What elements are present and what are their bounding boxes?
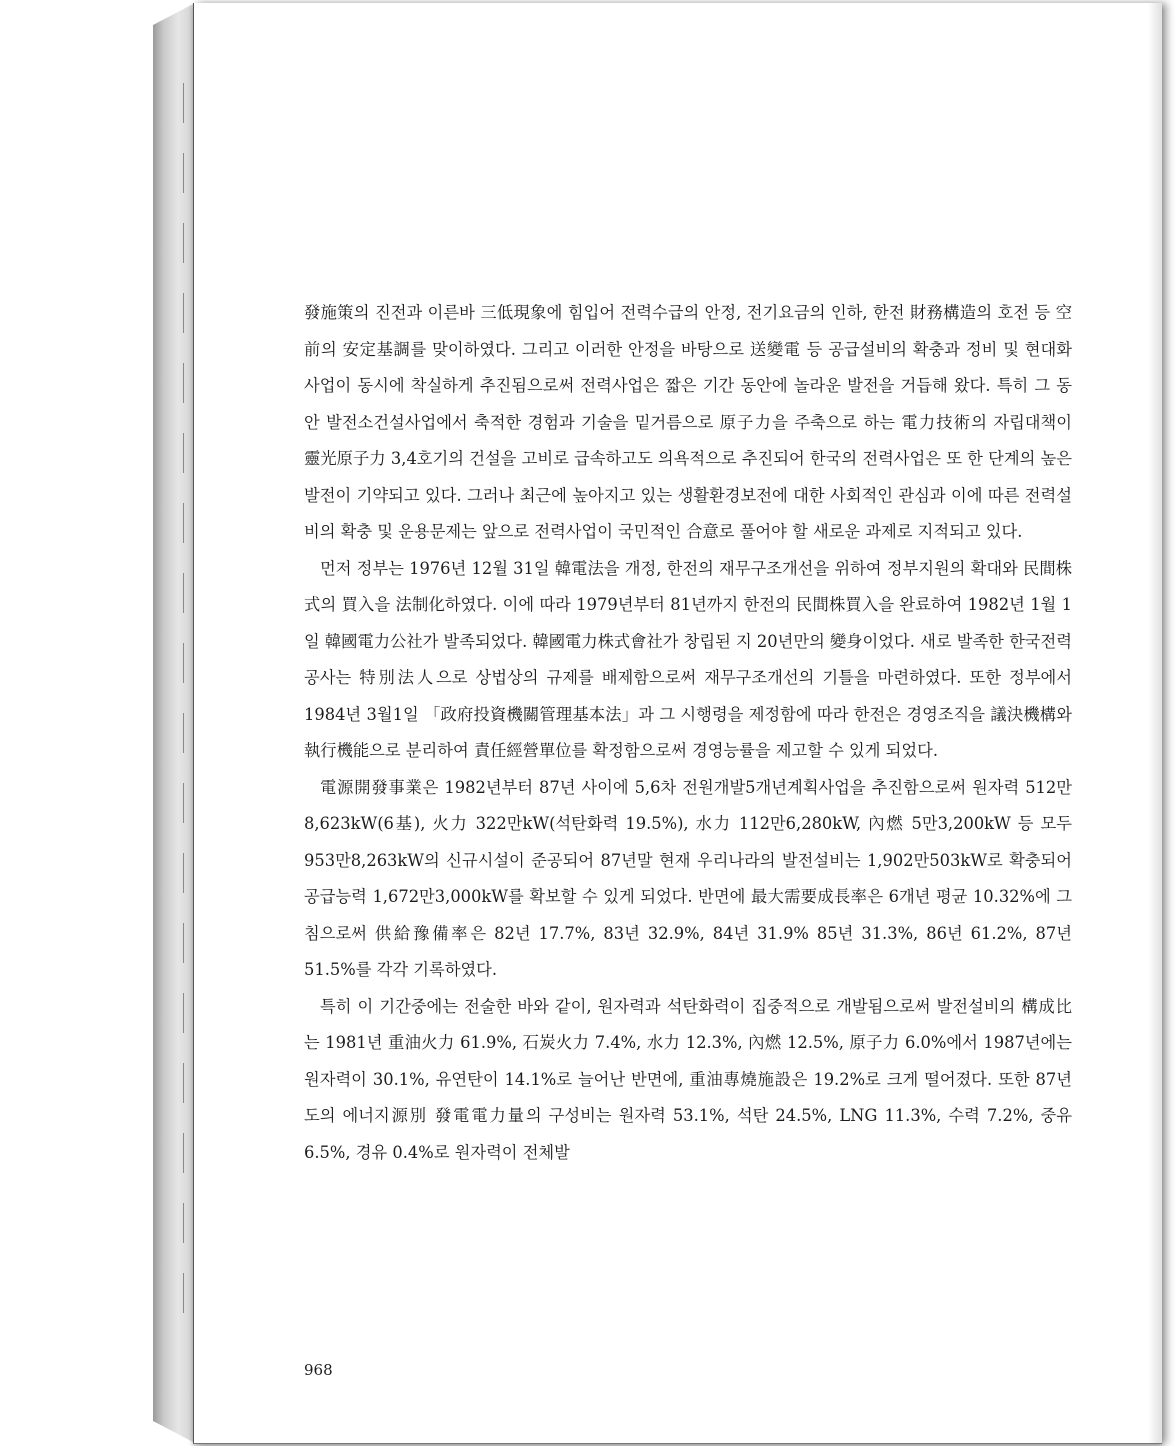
body-text (304, 295, 1072, 1171)
book-spine-edge (153, 3, 195, 1443)
paragraph-3: 電源開發事業은 1982년부터 87년 사이에 5,6차 전원개발5개년계획사업을 추진함으로써 원자력 512만8,623kW(6基), 火力 322만kW(석탄화력 19.5%), 水力 112만6,280kW, 內燃 5만3,200kW 등 모두 953만8,263kW의 신규시설이 준공되어 87년말 현재 우리나라의 발전설비는 1,902만503kW로 확충되어 공급능력 1,672만3,000kW를 확보할 수 있게 되었다. 반면에 最大需要成長率은 6개년 평균 10.32%에 그침으로써 供給豫備率은 82년 17.7%, 83년 32.9%, 84년 31.9% 85년 31.3%, 86년 61.2%, 87년 51.5%를 각각 기록하였다. (304, 777, 1072, 979)
paragraph-2: 먼저 정부는 1976년 12월 31일 韓電法을 개정, 한전의 재무구조개선을 위하여 정부지원의 확대와 民間株式의 買入을 法制化하였다. 이에 따라 1979년부터 81년까지 한전의 民間株買入을 완료하여 1982년 1월 1일 韓國電力公社가 발족되었다. 韓國電力株式會社가 창립된 지 20년만의 變身이었다. 새로 발족한 한국전력공사는 特別法人으로 상법상의 규제를 배제함으로써 재무구조개선의 기틀을 마련하였다. 또한 정부에서 1984년 3월1일 「政府投資機關管理基本法」과 그 시행령을 제정함에 따라 한전은 경영조직을 議決機構와 執行機能으로 분리하여 責任經營單位를 확정함으로써 경영능률을 제고할 수 있게 되었다. (304, 558, 1072, 760)
page-gutter-shadow (1148, 3, 1162, 1443)
paragraph-1: 發施策의 진전과 이른바 三低現象에 힘입어 전력수급의 안정, 전기요금의 인하, 한전 財務構造의 호전 등 空前의 安定基調를 맞이하였다. 그리고 이러한 안정을 바탕으로 送變電 등 공급설비의 확충과 정비 및 현대화사업이 동시에 착실하게 추진됨으로써 전력사업은 짧은 기간 동안에 놀라운 발전을 거듭해 왔다. 특히 그 동안 발전소건설사업에서 축적한 경험과 기술을 밑거름으로 原子力을 주축으로 하는 電力技術의 자립대책이 靈光原子力 3,4호기의 건설을 고비로 급속하고도 의욕적으로 추진되어 한국의 전력사업은 또 한 단계의 높은 발전이 기약되고 있다. 그러나 최근에 높아지고 있는 생활환경보전에 대한 사회적인 관심과 이에 따른 전력설비의 확충 및 운용문제는 앞으로 전력사업이 국민적인 合意로 풀어야 할 새로운 과제로 지적되고 있다. (304, 303, 1072, 541)
paragraph-4: 특히 이 기간중에는 전술한 바와 같이, 원자력과 석탄화력이 집중적으로 개발됨으로써 발전설비의 構成比는 1981년 重油火力 61.9%, 石炭火力 7.4%, 水力 12.3%, 內燃 12.5%, 原子力 6.0%에서 1987년에는 원자력이 30.1%, 유연탄이 14.1%로 늘어난 반면에, 重油專燒施設은 19.2%로 크게 떨어졌다. 또한 87년도의 에너지源別 發電電力量의 구성비는 원자력 53.1%, 석탄 24.5%, LNG 11.3%, 수력 7.2%, 중유 6.5%, 경유 0.4%로 원자력이 전체발 (304, 996, 1072, 1162)
book-page (193, 3, 1162, 1444)
page-number: 968 (304, 1361, 333, 1379)
